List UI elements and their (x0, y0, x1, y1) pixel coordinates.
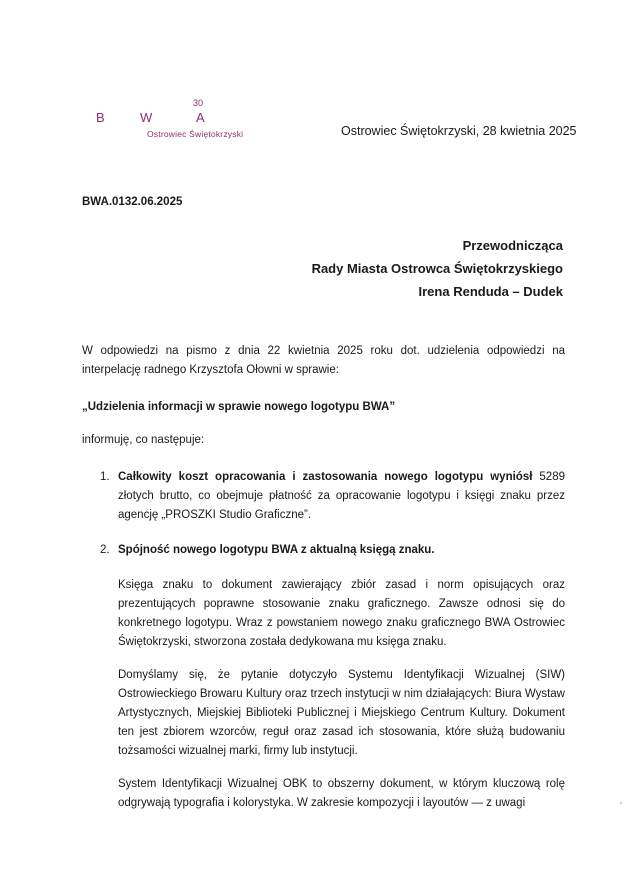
list-item-heading: Całkowity koszt opracowania i zastosowania nowego logotypu wyniósł (118, 471, 533, 483)
logo-number: 30 (193, 98, 204, 108)
list-item-body: 5289 złotych brutto, co obejmuje płatność za opracowanie logotypu i księgi znaku przez agencję „PROSZKI Studio Graficzne”. (118, 471, 565, 521)
recipient-name: Irena Renduda – Dudek (418, 284, 563, 299)
scan-speck (620, 802, 622, 804)
list-item-text (118, 468, 565, 525)
paragraph-obk: System Identyfikacji Wizualnej OBK to obszerny dokument, w którym kluczową rolę odgrywają typografia i kolorystyka. W zakresie kompozycji i layoutów — z uwagi (118, 778, 565, 809)
list-item-number: 1. (100, 471, 110, 483)
recipient-block (312, 234, 563, 303)
recipient-institution: Rady Miasta Ostrowca Świętokrzyskiego (311, 261, 563, 276)
subject-line: „Udzielenia informacji w sprawie nowego logotypu BWA” (82, 401, 396, 413)
list-item-number: 2. (100, 544, 110, 556)
logo-letter-b: B (96, 110, 106, 125)
paragraph-siw: Domyślamy się, że pytanie dotyczyło Systemu Identyfikacji Wizualnej (SIW) Ostrowieckiego Browaru Kultury oraz trzech instytucji w nim działających: Biura Wystaw Artystycznych, Miejskiej Biblioteki Publicznej i Miejskiego Centrum Kultury. Dokument ten jest zbiorem wzorców, reguł oraz zasad ich stosowania, które służą budowaniu tożsamości wizualnej marki, firmy lub instytucji. (118, 669, 565, 757)
logo-letter-a: A (196, 110, 206, 125)
list-item-heading: Spójność nowego logotypu BWA z aktualną księgą znaku. (118, 544, 435, 556)
place-date: Ostrowiec Świętokrzyski, 28 kwietnia 2025 (341, 124, 577, 138)
recipient-title: Przewodnicząca (462, 238, 563, 253)
paragraph-brand-book: Księga znaku to dokument zawierający zbiór zasad i norm opisujących oraz prezentujących poprawne stosowanie znaku graficznego. Zawsze odnosi się do konkretnego logotypu. Wraz z powstaniem nowego znaku graficznego BWA Ostrowiec Świętokrzyski, stworzona została dedykowana mu księga znaku. (118, 579, 565, 648)
reference-number: BWA.0132.06.2025 (82, 196, 183, 208)
logo-letter-w: W (140, 110, 153, 125)
inform-line: informuję, co następuje: (82, 434, 205, 446)
logo-city: Ostrowiec Świętokrzyski (147, 129, 244, 139)
intro-paragraph: W odpowiedzi na pismo z dnia 22 kwietnia 2025 roku dot. udzielenia odpowiedzi na interpelację radnego Krzysztofa Ołowni w sprawie: (82, 345, 565, 376)
